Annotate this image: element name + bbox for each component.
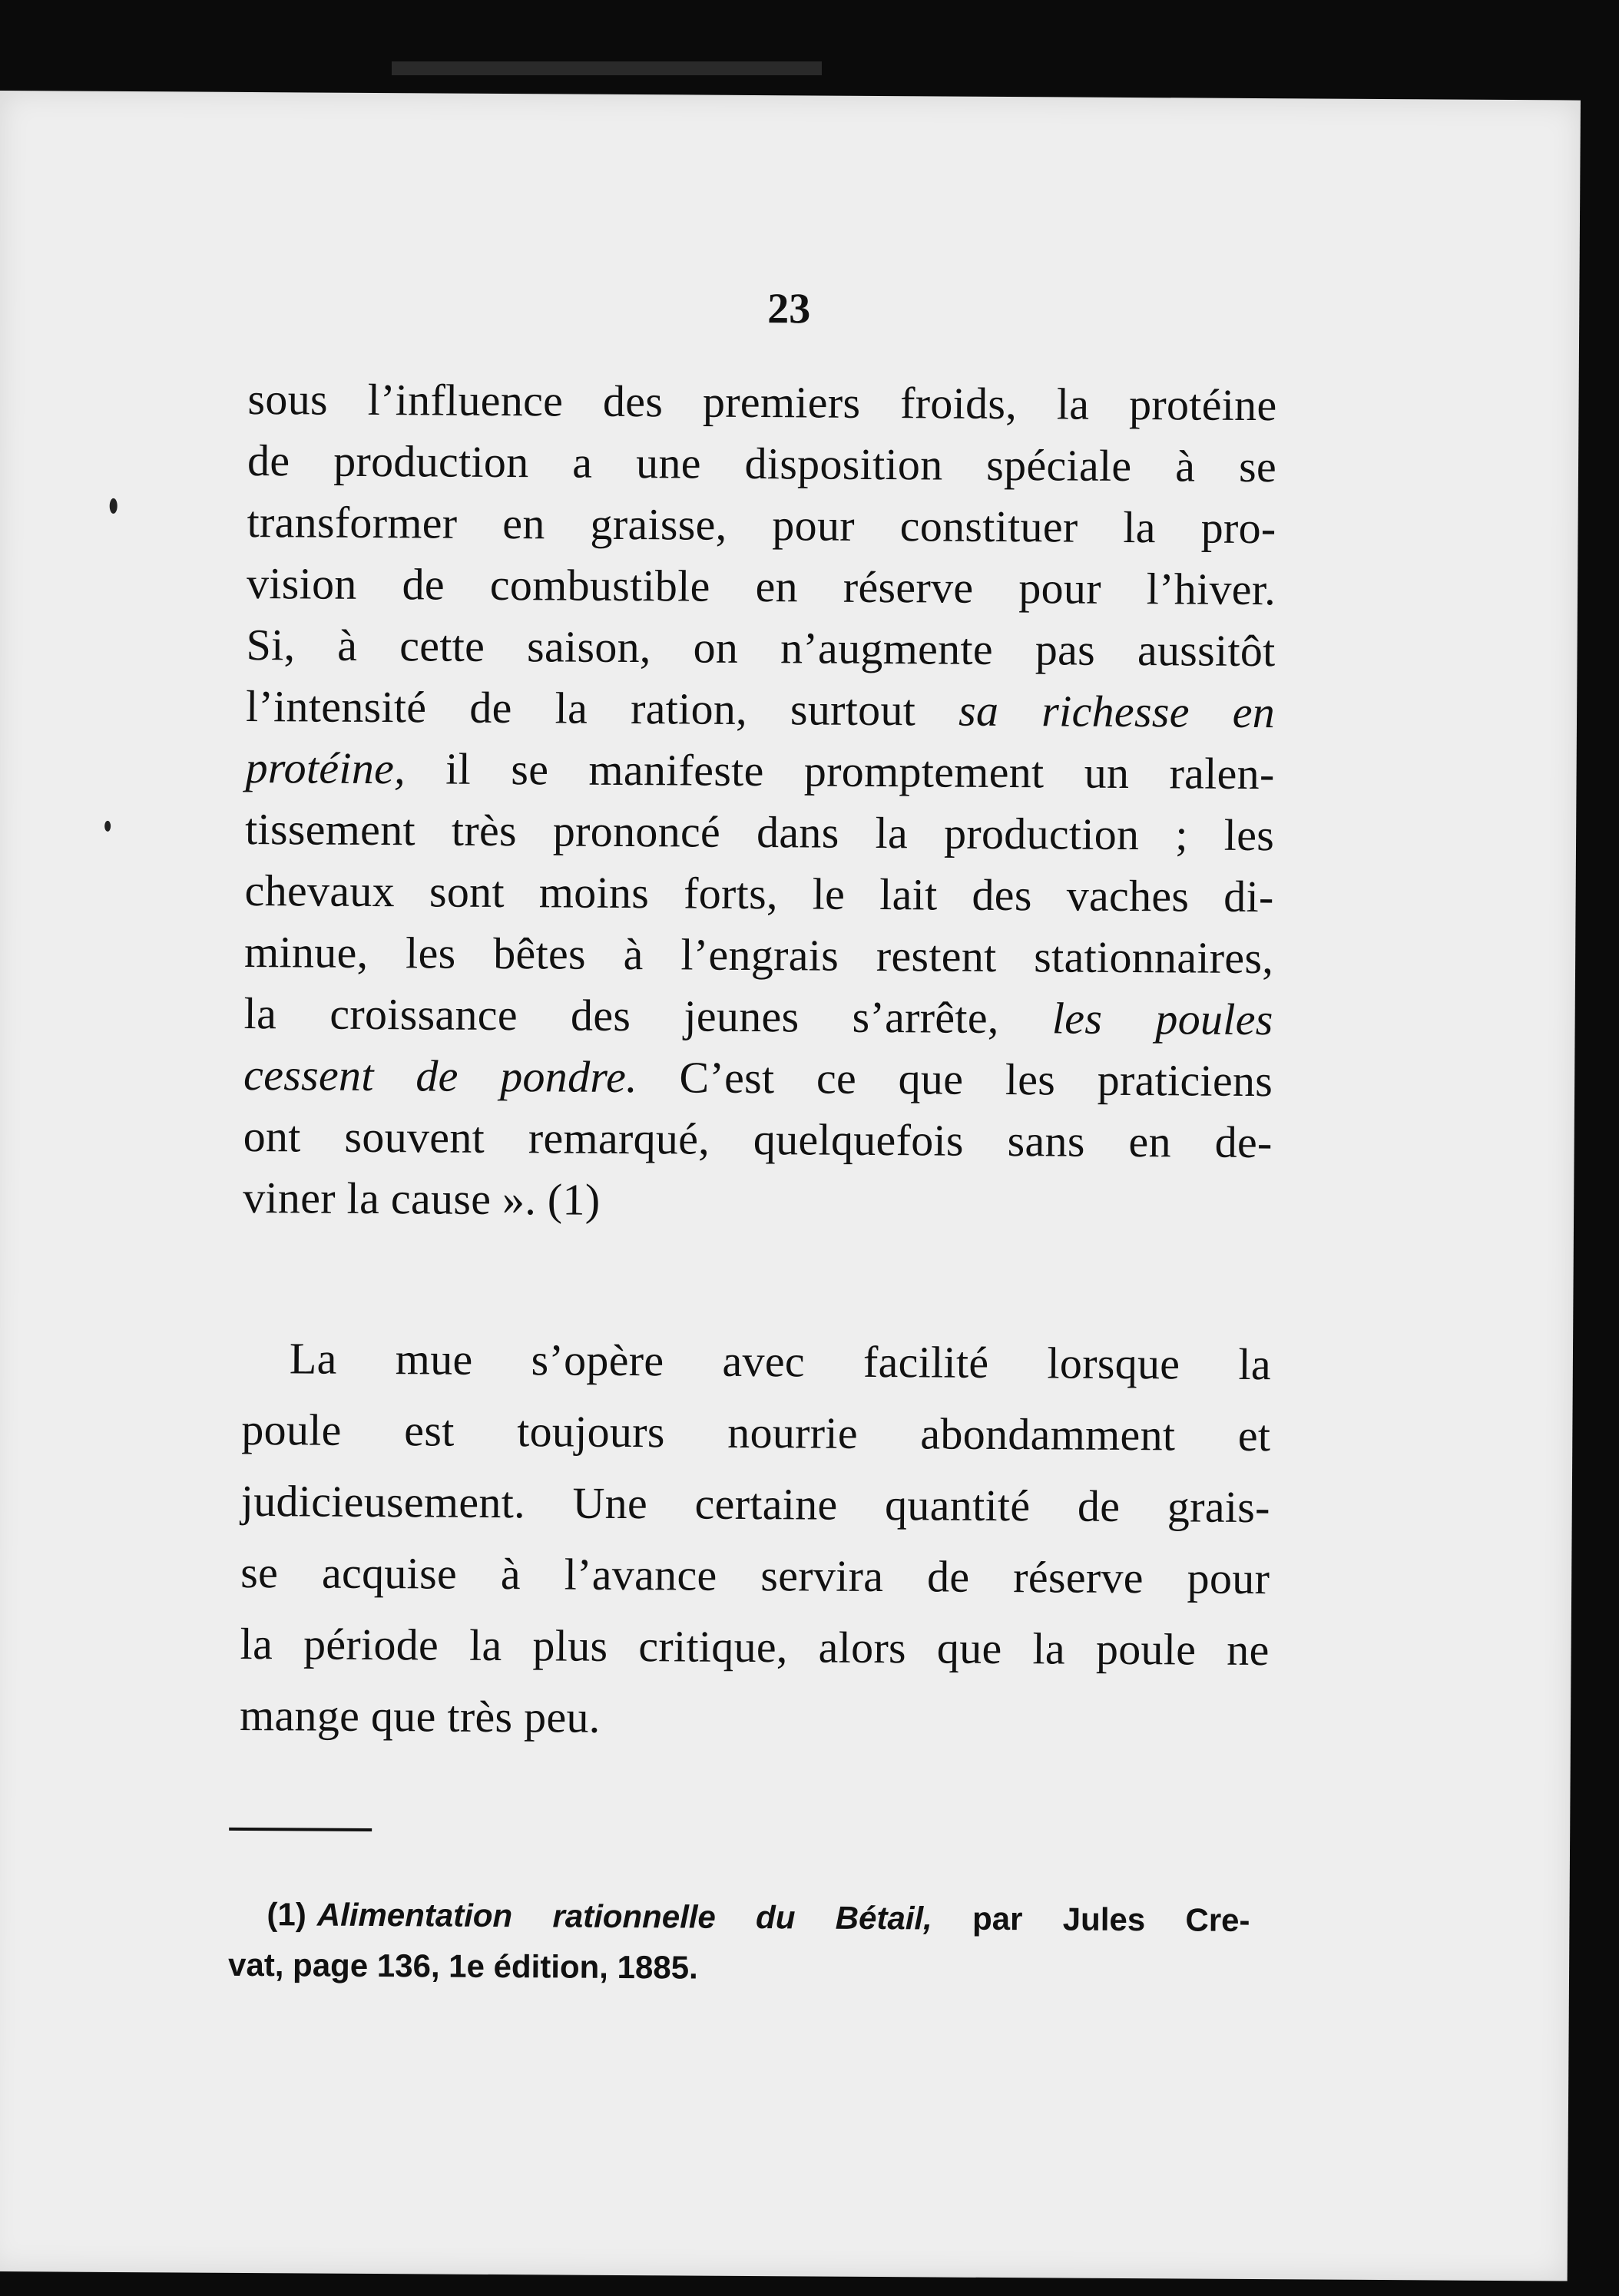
italic-span: protéine, — [245, 742, 406, 794]
text-line: Si, à cette saison, on n’augmente pas aussitôt — [246, 619, 1276, 677]
book-page — [0, 91, 1581, 2281]
text-span: la croissance des jeunes s’arrête, — [243, 988, 999, 1043]
margin-speck — [104, 821, 111, 832]
text-line: se acquise à l’avance servira de réserve pour — [240, 1547, 1270, 1604]
italic-span: cessent de pondre. — [243, 1049, 638, 1103]
text-line: chevaux sont moins forts, le lait des vaches di- — [244, 865, 1274, 922]
footnote-marker: (1) — [267, 1896, 306, 1933]
italic-span: sa richesse en — [958, 685, 1276, 738]
text-line: mange que très peu. — [239, 1689, 601, 1742]
text-line: minue, les bêtes à l’engrais restent stationnaires, — [243, 926, 1274, 984]
footnote-line: vat, page 136, 1e édition, 1885. — [227, 1946, 698, 1986]
paragraph-1 — [243, 369, 1277, 1235]
footnote — [228, 1889, 1250, 1997]
paragraph-2 — [240, 1322, 1271, 1757]
text-line: viner la cause ». (1) — [243, 1172, 601, 1225]
text-line: tissement très prononcé dans la production ; les — [244, 803, 1275, 861]
footnote-text: par Jules Cre- — [972, 1900, 1250, 1938]
text-line: sous l’influence des premiers froids, la protéine — [247, 373, 1277, 431]
text-line: transformer en graisse, pour constituer la pro- — [247, 496, 1276, 554]
scan-edge-artifact — [392, 61, 822, 75]
text-line: judicieusement. Une certaine quantité de grais- — [240, 1475, 1270, 1533]
text-span: C’est ce que les praticiens — [679, 1052, 1273, 1107]
footnote-line — [228, 1889, 1250, 1946]
text-line: la période la plus critique, alors que la poule ne — [240, 1618, 1270, 1676]
text-line — [245, 737, 1274, 805]
text-line — [246, 676, 1275, 743]
text-line: La mue s’opère avec facilité lorsque la — [289, 1333, 1272, 1390]
text-line: vision de combustible en réserve pour l’hiver. — [246, 557, 1276, 615]
text-line — [243, 983, 1273, 1050]
text-span: il se manifeste promptement un ralen- — [445, 743, 1275, 799]
text-line: ont souvent remarqué, quelquefois sans en de- — [243, 1110, 1273, 1168]
footnote-title: Alimentation rationnelle du Bétail, — [316, 1896, 932, 1937]
text-line: de production a une disposition spéciale à se — [247, 435, 1277, 492]
text-span: l’intensité de la ration, surtout — [245, 680, 916, 736]
margin-speck — [110, 498, 118, 514]
footnote-separator — [229, 1828, 372, 1831]
page-number: 23 — [767, 285, 811, 333]
text-line: poule est toujours nourrie abondamment et — [241, 1404, 1271, 1461]
italic-span: les poules — [1051, 993, 1273, 1045]
text-line — [243, 1044, 1273, 1112]
